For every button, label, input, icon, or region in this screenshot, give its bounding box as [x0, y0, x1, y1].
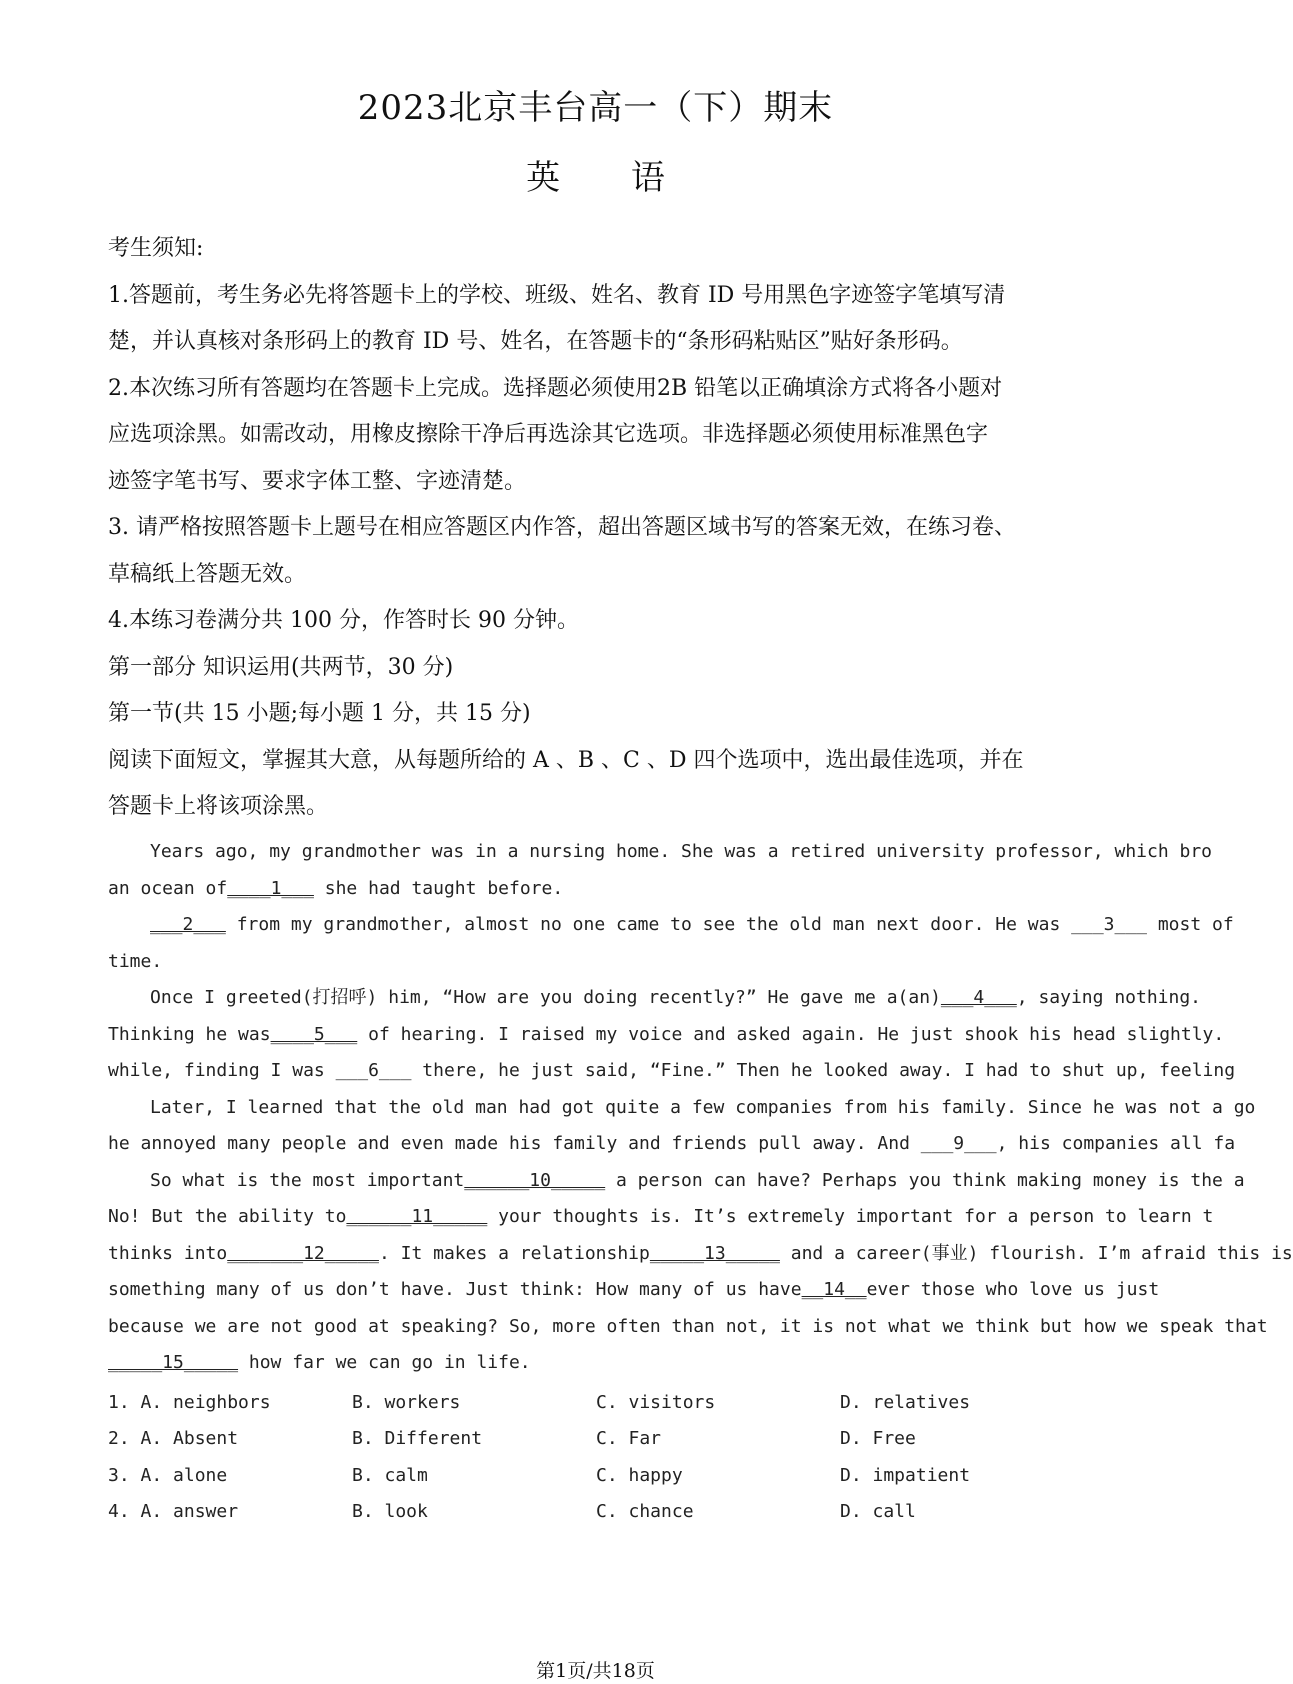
- cloze-blank: ______11_____: [346, 1206, 488, 1227]
- passage-text: No! But the ability to: [108, 1206, 347, 1227]
- instruction-line: 草稿纸上答题无效。: [108, 561, 307, 587]
- passage-line: [108, 1345, 1191, 1382]
- option-choice: 1. A. neighbors: [108, 1392, 271, 1413]
- option-choice: 4. A. answer: [108, 1500, 239, 1522]
- passage-line: [108, 871, 1191, 908]
- passage-text: how far we can go in life.: [238, 1352, 531, 1373]
- cloze-blank: ___4___: [940, 987, 1017, 1008]
- passage-text: something many of us don’t have. Just think: How many of us have: [108, 1279, 802, 1300]
- option-choice: D. relatives: [840, 1392, 971, 1413]
- passage-text: Thinking he was: [108, 1023, 271, 1045]
- option-choice: B. look: [352, 1500, 428, 1522]
- instruction-line: 3. 请严格按照答题卡上题号在相应答题区内作答，超出答题区域书写的答案无效，在练习卷、: [108, 515, 1016, 540]
- question-options-row: [108, 1458, 1191, 1494]
- question-options-row: [108, 1385, 1191, 1421]
- instruction-line: 楚，并认真核对条形码上的教育 ID 号、姓名，在答题卡的“条形码粘贴区”贴好条形码。: [108, 329, 963, 354]
- instruction-line: 4.本练习卷满分共 100 分，作答时长 90 分钟。: [108, 608, 579, 633]
- passage-text: and a career(事业) flourish. I’m afraid this is: [779, 1242, 1293, 1264]
- option-choice: B. calm: [352, 1464, 428, 1486]
- passage-line: [108, 1017, 1225, 1054]
- instruction-line: 迹签字笔书写、要求字体工整、字迹清楚。: [108, 468, 527, 494]
- cloze-passage: [108, 834, 1293, 1382]
- passage-text: time.: [108, 950, 163, 972]
- page-number: 第1页/共18页: [536, 1660, 655, 1682]
- passage-text: of hearing. I raised my voice and asked again. He just shook his head slightly.: [357, 1023, 1225, 1045]
- passage-text: from my grandmother, almost no one came to see the old man next door. He was ___3___ most of: [225, 914, 1234, 935]
- option-choice: D. Free: [840, 1428, 916, 1450]
- instruction-line: 考生须知:: [108, 236, 204, 261]
- instruction-line: 阅读下面短文，掌握其大意，从每题所给的 A 、B 、C 、D 四个选项中，选出最佳选项，并在: [108, 747, 1024, 773]
- option-choice: D. call: [840, 1500, 916, 1522]
- passage-text: a person can have? Perhaps you think making money is the a: [605, 1169, 1245, 1191]
- option-choice: C. visitors: [596, 1392, 716, 1413]
- passage-text: ever those who love us just: [866, 1279, 1160, 1300]
- passage-line: [108, 1163, 1245, 1200]
- cloze-blank: ______10_____: [464, 1169, 606, 1191]
- option-choice: D. impatient: [840, 1464, 971, 1486]
- question-options-row: [108, 1421, 1191, 1457]
- option-choice: C. chance: [596, 1500, 694, 1522]
- cloze-blank: _____13_____: [649, 1242, 780, 1264]
- passage-line: [108, 1126, 1236, 1163]
- answer-options: [108, 1385, 1191, 1530]
- instruction-line: 2.本次练习所有答题均在答题卡上完成。选择题必须使用2B 铅笔以正确填涂方式将各小题对: [108, 375, 1003, 401]
- subject-title: 英 语: [526, 158, 665, 198]
- passage-text: So what is the most important: [150, 1169, 465, 1191]
- passage-line: [108, 1053, 1236, 1090]
- passage-line: [108, 1309, 1268, 1346]
- exam-title: 2023北京丰台高一（下）期末: [357, 88, 834, 128]
- passage-text: she had taught before.: [313, 877, 564, 899]
- passage-text: Later, I learned that the old man had got quite a few companies from his family. Since he was not a go: [150, 1096, 1256, 1118]
- cloze-blank: ____5___: [270, 1023, 358, 1045]
- instruction-line: 1.答题前，考生务必先将答题卡上的学校、班级、姓名、教育 ID 号用黑色字迹签字笔填写清: [108, 282, 1006, 308]
- option-choice: 2. A. Absent: [108, 1428, 239, 1450]
- passage-text: Years ago, my grandmother was in a nursing home. She was a retired university professor, which bro: [150, 841, 1213, 862]
- cloze-blank: __14__: [801, 1279, 867, 1300]
- passage-line: [108, 980, 1202, 1017]
- option-choice: B. workers: [352, 1392, 461, 1413]
- cloze-blank: _____15_____: [108, 1352, 239, 1373]
- option-choice: B. Different: [352, 1428, 483, 1450]
- passage-line: [108, 1090, 1256, 1127]
- passage-line: [108, 1199, 1214, 1236]
- cloze-blank: ____1___: [227, 877, 314, 899]
- instruction-line: 答题卡上将该项涂黑。: [108, 794, 329, 819]
- instruction-line: 应选项涂黑。如需改动，用橡皮擦除干净后再选涂其它选项。非选择题必须使用标准黑色字: [108, 422, 989, 447]
- passage-line: [108, 1236, 1293, 1273]
- option-choice: 3. A. alone: [108, 1464, 228, 1486]
- passage-line: [108, 907, 1234, 944]
- instruction-line: 第一节(共 15 小题;每小题 1 分，共 15 分): [108, 701, 531, 726]
- instruction-line: 第一部分 知识运用(共两节，30 分): [108, 654, 454, 680]
- cloze-blank: _______12_____: [227, 1242, 379, 1264]
- passage-text: while, finding I was ___6___ there, he just said, “Fine.” Then he looked away. I had to shut up, feeling: [108, 1060, 1236, 1081]
- passage-text: he annoyed many people and even made his family and friends pull away. And ___9___, his companies all fa: [108, 1133, 1236, 1154]
- cloze-blank: ___2___: [150, 914, 226, 935]
- passage-text: your thoughts is. It’s extremely important for a person to learn t: [487, 1206, 1214, 1227]
- option-choice: C. happy: [596, 1464, 683, 1486]
- passage-text: . It makes a relationship: [378, 1242, 650, 1264]
- question-options-row: [108, 1494, 1191, 1530]
- passage-line: [108, 1272, 1191, 1309]
- passage-text: an ocean of: [108, 877, 228, 899]
- passage-text: Once I greeted(打招呼) him, “How are you doing recently?” He gave me a(an): [150, 987, 941, 1008]
- passage-line: [108, 834, 1213, 871]
- passage-text: thinks into: [108, 1242, 228, 1264]
- passage-line: [108, 944, 1191, 981]
- option-choice: C. Far: [596, 1428, 662, 1450]
- passage-text: , saying nothing.: [1016, 987, 1202, 1008]
- passage-text: because we are not good at speaking? So, more often than not, it is not what we think but how we speak that: [108, 1315, 1268, 1337]
- instructions-block: [108, 226, 1118, 831]
